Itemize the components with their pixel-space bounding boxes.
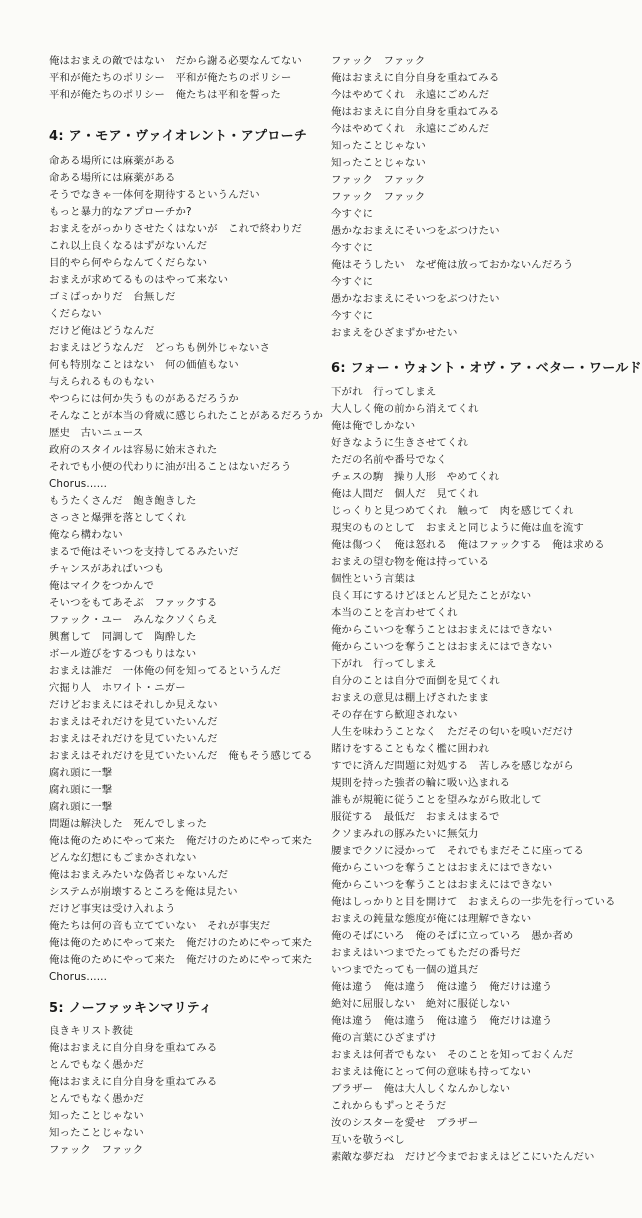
- lyric-line: 俺のそばにいろ 俺のそばに立っていろ 愚か者め: [331, 930, 574, 942]
- lyric-line: 自分のことは自分で面倒を見てくれ: [331, 675, 500, 687]
- lyric-line: 俺はおまえに自分自身を重ねてみる: [331, 106, 500, 118]
- lyric-line: チャンスがあればいつも: [49, 563, 165, 575]
- lyric-line: まるで俺はそいつを支持してるみたいだ: [49, 546, 239, 558]
- lyric-line: とんでもなく愚かだ: [49, 1093, 144, 1105]
- lyric-line: 知ったことじゃない: [49, 1127, 144, 1139]
- lyric-line: おまえは何者でもない そのことを知っておくんだ: [331, 1049, 574, 1061]
- lyric-line: そいつをもてあそぶ ファックする: [49, 597, 218, 609]
- lyric-line: 俺はおまえに自分自身を重ねてみる: [331, 72, 500, 84]
- lyric-line: 政府のスタイルは容易に始末された: [49, 444, 218, 456]
- lyric-line: おまえをがっかりさせたくはないが これで終わりだ: [49, 223, 302, 235]
- lyric-line: やつらには何か失うものがあるだろうか: [49, 393, 239, 405]
- lyric-line: 良く耳にするけどほとんど見たことがない: [331, 590, 532, 602]
- lyric-line: くだらない: [49, 308, 102, 320]
- lyric-line: そうでなきゃ一体何を期待するというんだい: [49, 189, 260, 201]
- lyric-line: 規則を持った強者の輪に吸い込まれる: [331, 777, 511, 789]
- intro-lines: [49, 53, 311, 104]
- lyric-line: 俺は俺のためにやって来た 俺だけのためにやって来た: [49, 954, 313, 966]
- lyric-line: そんなことが本当の脅威に感じられたことがあるだろうか: [49, 410, 324, 422]
- song-4-title: 4: ア・モア・ヴァイオレント・アプローチ: [49, 129, 308, 144]
- lyric-line: 俺はおまえの敵ではない だから謝る必要なんてない: [49, 55, 302, 67]
- lyric-line: ブラザー 俺は大人しくなんかしない: [331, 1083, 511, 1095]
- lyric-line: 服従する 最低だ おまえはまるで: [331, 811, 500, 823]
- lyric-line: いつまでたっても一個の道具だ: [331, 964, 479, 976]
- song-5-lyrics-continued: [331, 53, 591, 342]
- lyric-line: 俺はおまえに自分自身を重ねてみる: [49, 1042, 218, 1054]
- lyric-line: おまえをひざまずかせたい: [331, 327, 458, 339]
- lyric-line: おまえは俺にとって何の意味も持ってない: [331, 1066, 532, 1078]
- song-5-title: 5: ノーファッキンマリティ: [49, 1001, 213, 1016]
- lyric-line: これからもずっとそうだ: [331, 1100, 447, 1112]
- lyric-line: 下がれ 行ってしまえ: [331, 386, 437, 398]
- lyric-line: 腰までクソに浸かって それでもまだそこに座ってる: [331, 845, 584, 857]
- lyric-line: 俺からこいつを奪うことはおまえにはできない: [331, 641, 553, 653]
- lyric-line: おまえの鈍量な態度が俺には理解できない: [331, 913, 532, 925]
- lyric-line: おまえが求めてるものはやって来ない: [49, 274, 229, 286]
- lyric-line: だけど事実は受け入れよう: [49, 903, 176, 915]
- lyric-line: おまえはそれだけを見ていたいんだ 俺もそう感じてる: [49, 750, 313, 762]
- lyric-line: 良きキリスト教徒: [49, 1025, 134, 1037]
- song-5-lyrics: [49, 1023, 311, 1159]
- lyric-line: 下がれ 行ってしまえ: [331, 658, 437, 670]
- lyric-line: 命ある場所には麻薬がある: [49, 155, 176, 167]
- lyric-line: 俺からこいつを奪うことはおまえにはできない: [331, 862, 553, 874]
- lyric-line: 好きなように生きさせてくれ: [331, 437, 469, 449]
- lyric-line: 俺はおまえに自分自身を重ねてみる: [49, 1076, 218, 1088]
- left-column: [49, 0, 324, 1159]
- lyric-line: これ以上良くなるはずがないんだ: [49, 240, 208, 252]
- song-4-lyrics: [49, 153, 324, 986]
- lyric-line: 穴掘り人 ホワイト・ニガー: [49, 682, 186, 694]
- lyric-line: 俺はおまえみたいな偽者じゃないんだ: [49, 869, 229, 881]
- lyric-line: さっさと爆弾を落としてくれ: [49, 512, 187, 524]
- lyric-line: 興奮して 同調して 陶酔した: [49, 631, 197, 643]
- lyric-line: ファック ファック: [331, 55, 426, 67]
- lyric-line: それでも小便の代わりに油が出ることはないだろう: [49, 461, 292, 473]
- lyric-line: おまえの望む物を俺は持っている: [331, 556, 490, 568]
- lyric-line: 愚かなおまえにそいつをぶつけたい: [331, 293, 500, 305]
- lyric-line: 俺からこいつを奪うことはおまえにはできない: [331, 624, 553, 636]
- lyric-line: 平和が俺たちのポリシー 俺たちは平和を誓った: [49, 89, 281, 101]
- lyric-line: 腐れ頭に一撃: [49, 784, 113, 796]
- lyric-line: ファック・ユー みんなクソくらえ: [49, 614, 218, 626]
- lyric-line: 俺たちは何の音も立てていない それが事実だ: [49, 920, 271, 932]
- lyric-line: 俺は俺のためにやって来た 俺だけのためにやって来た: [49, 835, 313, 847]
- lyric-line: 現実のものとして おまえと同じように俺は血を流す: [331, 522, 584, 534]
- lyric-line: ただの名前や番号でなく: [331, 454, 447, 466]
- lyric-line: Chorus......: [49, 478, 108, 490]
- lyric-line: システムが崩壊するところを俺は見たい: [49, 886, 238, 898]
- lyric-line: 人生を味わうことなく ただその匂いを嗅いだだけ: [331, 726, 574, 738]
- lyric-line: 愚かなおまえにそいつをぶつけたい: [331, 225, 500, 237]
- lyric-line: ファック ファック: [331, 174, 426, 186]
- lyric-line: とんでもなく愚かだ: [49, 1059, 144, 1071]
- lyric-line: 歴史 古いニュース: [49, 427, 144, 439]
- lyric-line: もうたくさんだ 飽き飽きした: [49, 495, 197, 507]
- lyric-line: 今すぐに: [331, 208, 374, 220]
- lyric-line: 俺は人間だ 個人だ 見てくれ: [331, 488, 479, 500]
- lyric-line: 与えられるものもない: [49, 376, 155, 388]
- song-6-title: 6: フォー・ウォント・オヴ・ア・ベター・ワールド: [331, 361, 642, 376]
- right-column: [331, 0, 642, 1166]
- lyric-line: 今すぐに: [331, 276, 374, 288]
- lyric-line: 俺の言葉にひざまずけ: [331, 1032, 437, 1044]
- lyric-line: おまえの意見は棚上げされたまま: [331, 692, 490, 704]
- lyric-line: 個性という言葉は: [331, 573, 416, 585]
- lyric-line: 俺は俺のためにやって来た 俺だけのためにやって来た: [49, 937, 313, 949]
- lyric-line: Chorus......: [49, 971, 108, 983]
- lyric-line: もっと暴力的なアプローチか?: [49, 206, 192, 218]
- lyric-line: 今すぐに: [331, 242, 374, 254]
- lyric-line: 知ったことじゃない: [331, 157, 426, 169]
- lyric-line: 俺はマイクをつかんで: [49, 580, 154, 592]
- lyric-line: 汝のシスターを愛せ ブラザー: [331, 1117, 479, 1129]
- lyric-line: 問題は解決した 死んでしまった: [49, 818, 208, 830]
- lyric-line: じっくりと見つめてくれ 触って 肉を感じてくれ: [331, 505, 574, 517]
- lyric-line: ゴミばっかりだ 台無しだ: [49, 291, 176, 303]
- lyric-line: 腐れ頭に一撃: [49, 767, 113, 779]
- lyric-line: 今すぐに: [331, 310, 374, 322]
- song-6-lyrics: [331, 384, 616, 1166]
- lyric-line: 俺は俺でしかない: [331, 420, 416, 432]
- lyric-line: 知ったことじゃない: [331, 140, 426, 152]
- lyric-line: どんな幻想にもごまかされない: [49, 852, 197, 864]
- lyric-line: 俺はしっかりと目を開けて おまえらの一歩先を行っている: [331, 896, 616, 908]
- lyric-line: 俺は違う 俺は違う 俺は違う 俺だけは違う: [331, 981, 553, 993]
- lyric-line: その存在すら歓迎されない: [331, 709, 458, 721]
- lyric-line: おまえはいつまでたってもただの番号だ: [331, 947, 521, 959]
- lyric-line: おまえはどうなんだ どっちも例外じゃないさ: [49, 342, 271, 354]
- lyric-line: おまえはそれだけを見ていたいんだ: [49, 716, 218, 728]
- lyric-line: 今はやめてくれ 永遠にごめんだ: [331, 89, 490, 101]
- lyric-line: 俺は傷つく 俺は怒れる 俺はファックする 俺は求める: [331, 539, 605, 551]
- lyric-line: おまえはそれだけを見ていたいんだ: [49, 733, 218, 745]
- lyric-line: 命ある場所には麻薬がある: [49, 172, 176, 184]
- lyric-line: 素敵な夢だね だけど今までおまえはどこにいたんだい: [331, 1151, 595, 1163]
- lyric-line: 知ったことじゃない: [49, 1110, 144, 1122]
- lyric-line: 俺なら構わない: [49, 529, 123, 541]
- lyric-line: だけど俺はどうなんだ: [49, 325, 155, 337]
- lyric-line: 賭けをすることもなく檻に囲われ: [331, 743, 490, 755]
- lyric-line: 平和が俺たちのポリシー 平和が俺たちのポリシー: [49, 72, 292, 84]
- lyric-line: 俺はそうしたい なぜ俺は放っておかないんだろう: [331, 259, 574, 271]
- lyric-line: 互いを敬うべし: [331, 1134, 405, 1146]
- lyric-line: おまえは誰だ 一体俺の何を知ってるというんだ: [49, 665, 281, 677]
- lyric-line: 腐れ頭に一撃: [49, 801, 113, 813]
- lyric-line: 誰もが規範に従うことを望みながら敗北して: [331, 794, 542, 806]
- lyric-line: 俺は違う 俺は違う 俺は違う 俺だけは違う: [331, 1015, 553, 1027]
- lyric-line: 今はやめてくれ 永遠にごめんだ: [331, 123, 490, 135]
- lyric-line: 大人しく俺の前から消えてくれ: [331, 403, 479, 415]
- lyric-line: 何も特別なことはない 何の価値もない: [49, 359, 239, 371]
- lyric-line: 絶対に屈服しない 絶対に服従しない: [331, 998, 511, 1010]
- lyric-line: 目的やら何やらなんてくだらない: [49, 257, 208, 269]
- lyric-line: チェスの駒 操り人形 やめてくれ: [331, 471, 500, 483]
- lyric-line: だけどおまえにはそれしか見えない: [49, 699, 218, 711]
- lyric-line: 俺からこいつを奪うことはおまえにはできない: [331, 879, 553, 891]
- lyric-line: クソまみれの豚みたいに無気力: [331, 828, 479, 840]
- lyric-line: ファック ファック: [49, 1144, 144, 1156]
- lyric-line: ファック ファック: [331, 191, 426, 203]
- lyric-line: 本当のことを言わせてくれ: [331, 607, 458, 619]
- lyric-line: すでに済んだ問題に対処する 苦しみを感じながら: [331, 760, 574, 772]
- lyric-line: ボール遊びをするつもりはない: [49, 648, 197, 660]
